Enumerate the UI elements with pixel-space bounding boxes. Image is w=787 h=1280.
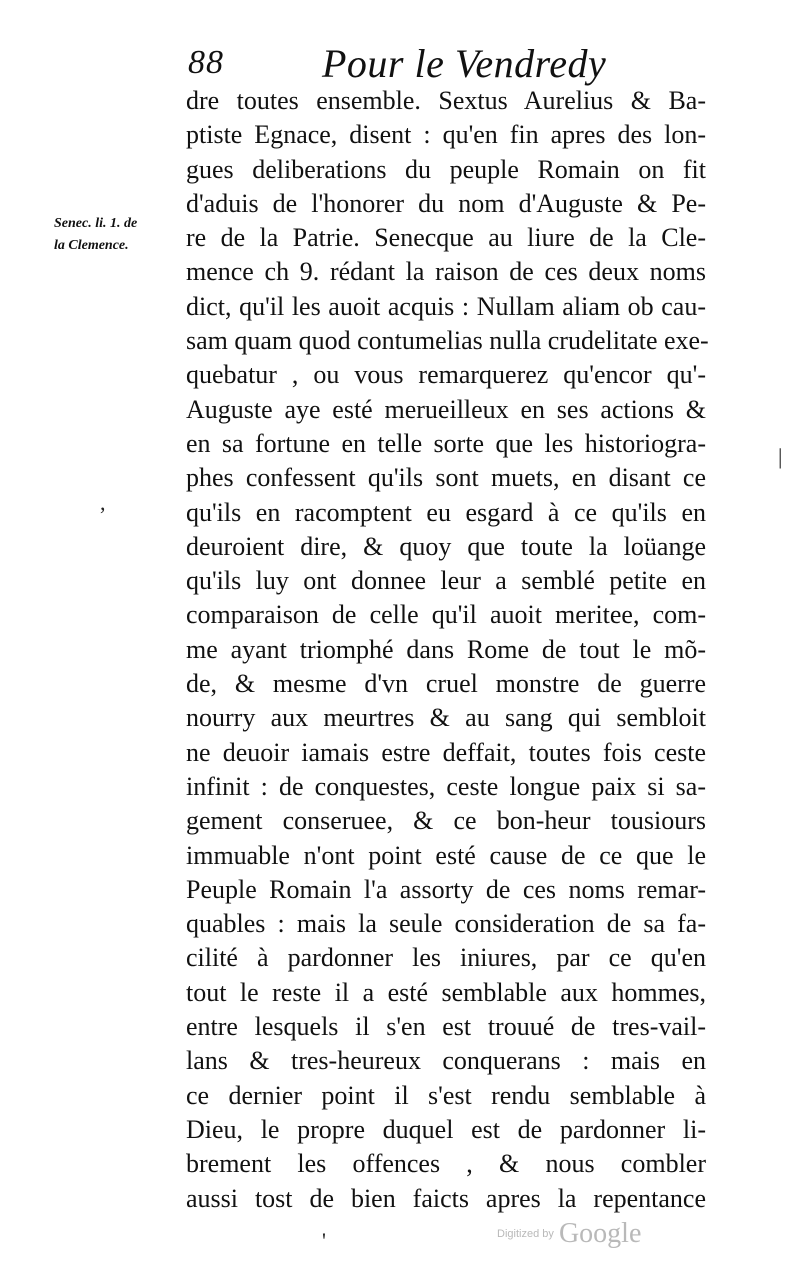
ink-speck: , (100, 490, 106, 515)
margin-note (54, 213, 184, 257)
text-line: mence ch 9. rédant la raison de ces deux noms (186, 257, 706, 287)
text-line: re de la Patrie. Senecque au liure de la Cle- (186, 223, 706, 253)
text-line: Auguste aye esté merueilleux en ses actions & (186, 394, 706, 424)
text-line: en sa fortune en telle sorte que les historiogra- (186, 428, 706, 458)
text-line: lans & tres-heureux conquerans : mais en (186, 1046, 706, 1076)
text-line: cilité à pardonner les iniures, par ce qu'en (186, 943, 706, 973)
google-logo: Google (558, 1218, 642, 1249)
text-line: ne deuoir iamais estre deffait, toutes fois ceste (186, 737, 706, 767)
text-line: me ayant triomphé dans Rome de tout le mõ- (186, 634, 706, 664)
text-line: qu'ils en racomptent eu esgard à ce qu'ils en (186, 497, 706, 527)
body-text (186, 84, 709, 1216)
text-line: tout le reste il a esté semblable aux hommes, (186, 977, 706, 1007)
margin-note-line: la Clemence. (54, 238, 129, 253)
text-line: phes confessent qu'ils sont muets, en disant ce (186, 463, 706, 493)
digitized-watermark (497, 1218, 641, 1250)
running-head: Pour le Vendredy (322, 41, 607, 86)
text-line: d'aduis de l'honorer du nom d'Auguste & Pe- (186, 188, 706, 218)
text-line: qu'ils luy ont donnee leur a semblé petite en (186, 566, 706, 596)
text-line: entre lesquels il s'en est trouué de tres-vail- (186, 1012, 706, 1042)
text-line: sam quam quod contumelias nulla crudelitate exe- (186, 326, 709, 356)
text-line: ptiste Egnace, disent : qu'en fin apres des lon- (186, 120, 706, 150)
text-line: gement conseruee, & ce bon-heur tousiours (186, 806, 706, 836)
text-line: quables : mais la seule consideration de sa fa- (186, 909, 706, 939)
watermark-prefix: Digitized by (497, 1228, 554, 1240)
ink-speck: ' (322, 1228, 326, 1253)
text-line: aussi tost de bien faicts apres la repentance (186, 1183, 706, 1213)
margin-note-line: Senec. li. 1. de (54, 216, 138, 231)
page-number: 88 (188, 44, 224, 81)
text-line: nourry aux meurtres & au sang qui sembloit (186, 703, 706, 733)
text-line: Peuple Romain l'a assorty de ces noms remar- (186, 874, 706, 904)
text-line: infinit : de conquestes, ceste longue paix si sa- (186, 771, 706, 801)
text-line: immuable n'ont point esté cause de ce que le (186, 840, 706, 870)
text-line: brement les offences , & nous combler (186, 1149, 706, 1179)
text-line: gues deliberations du peuple Romain on fit (186, 154, 706, 184)
text-line: dre toutes ensemble. Sextus Aurelius & Ba- (186, 86, 706, 115)
text-line: Dieu, le propre duquel est de pardonner li- (186, 1114, 706, 1144)
text-line: de, & mesme d'vn cruel monstre de guerre (186, 669, 706, 699)
text-line: deuroient dire, & quoy que toute la loüange (186, 531, 706, 561)
text-line: dict, qu'il les auoit acquis : Nullam aliam ob cau- (186, 291, 706, 321)
ink-speck: | (778, 444, 783, 469)
text-line: comparaison de celle qu'il auoit meritee, com- (186, 600, 706, 630)
text-line: ce dernier point il s'est rendu semblable à (186, 1080, 706, 1110)
text-line: quebatur , ou vous remarquerez qu'encor qu'- (186, 360, 706, 390)
